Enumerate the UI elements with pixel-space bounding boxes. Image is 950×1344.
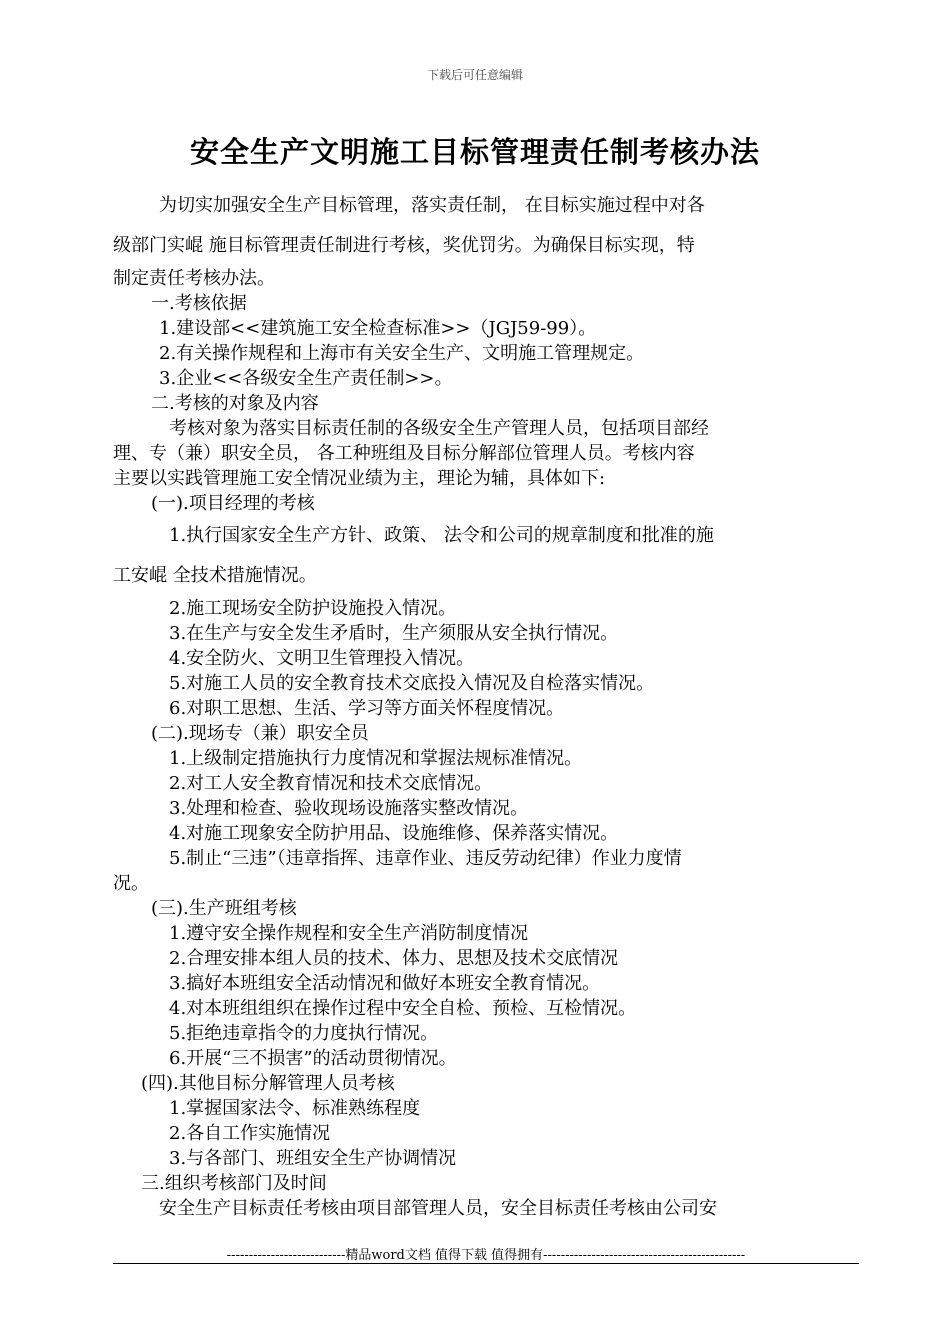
list-item: 2.施工现场安全防护设施投入情况。 [169,598,457,619]
section-heading: 一.考核依据 [151,293,247,314]
list-item: 6.开展“三不损害”的活动贯彻情况。 [169,1048,457,1069]
list-item: 1.上级制定措施执行力度情况和掌握法规标准情况。 [169,748,583,769]
paragraph-line: 主要以实践管理施工安全情况业绩为主，理论为辅，具体如下: [113,468,606,489]
list-item: 1.执行国家安全生产方针、政策、 法令和公司的规章制度和批准的施 [169,525,714,546]
subsection-heading: (四).其他目标分解管理人员考核 [141,1073,395,1094]
list-item: 3.搞好本班组安全活动情况和做好本班安全教育情况。 [169,973,601,994]
list-item: 3.与各部门、班组安全生产协调情况 [169,1148,457,1169]
page-header-note: 下载后可任意编辑 [426,68,523,82]
list-item: 5.拒绝违章指令的力度执行情况。 [169,1023,439,1044]
list-item: 4.对施工现象安全防护用品、设施维修、保养落实情况。 [169,823,619,844]
intro-line: 为切实加强安全生产目标管理，落实责任制， 在目标实施过程中对各 [159,195,705,216]
list-item: 6.对职工思想、生活、学习等方面关怀程度情况。 [169,698,565,719]
document-body [113,186,859,1221]
list-item: 1.建设部<<建筑施工安全检查标准>>（JGJ59-99）。 [159,318,597,339]
list-item: 1.遵守安全操作规程和安全生产消防制度情况 [169,923,529,944]
subsection-heading: (一).项目经理的考核 [151,493,315,514]
list-item: 2.对工人安全教育情况和技术交底情况。 [169,773,493,794]
paragraph-line: 理、专（兼）职安全员， 各工种班组及目标分解部位管理人员。考核内容 [113,443,695,464]
document-title: 安全生产文明施工目标管理责任制考核办法 [189,135,760,169]
list-item: 4.对本班组组织在操作过程中安全自检、预检、互检情况。 [169,998,637,1019]
list-item-continuation: 况。 [113,873,149,894]
page-footer-text: ---------------------------精品word文档 值得下载 值得拥有---------------------------------------------- [226,1248,746,1263]
list-item: 2.合理安排本组人员的技术、体力、思想及技术交底情况 [169,948,619,969]
section-heading: 三.组织考核部门及时间 [141,1173,327,1194]
intro-line: 制定责任考核办法。 [113,268,275,289]
list-item: 3.处理和检查、验收现场设施落实整改情况。 [169,798,529,819]
list-item: 5.对施工人员的安全教育技术交底投入情况及自检落实情况。 [169,673,655,694]
paragraph-line: 考核对象为落实目标责任制的各级安全生产管理人员，包括项目部经 [169,418,709,439]
list-item: 3.在生产与安全发生矛盾时，生产须服从安全执行情况。 [169,623,619,644]
list-item: 2.有关操作规程和上海市有关安全生产、文明施工管理规定。 [159,343,645,364]
section-heading: 二.考核的对象及内容 [151,393,319,414]
subsection-heading: (二).现场专（兼）职安全员 [151,723,369,744]
list-item: 3.企业<<各级安全生产责任制>>。 [159,368,453,389]
footer-divider [113,1263,859,1264]
subsection-heading: (三).生产班组考核 [151,898,297,919]
list-item-continuation: 工安崐 全技术措施情况。 [113,565,317,586]
list-item: 2.各自工作实施情况 [169,1123,331,1144]
list-item: 1.掌握国家法令、标准熟练程度 [169,1098,421,1119]
list-item: 4.安全防火、文明卫生管理投入情况。 [169,648,475,669]
list-item: 5.制止“三违”（违章指挥、违章作业、违反劳动纪律）作业力度情 [169,848,682,869]
intro-line: 级部门实崐 施目标管理责任制进行考核，奖优罚劣。为确保目标实现，特 [113,235,695,256]
paragraph-line: 安全生产目标责任考核由项目部管理人员，安全目标责任考核由公司安 [159,1198,717,1219]
